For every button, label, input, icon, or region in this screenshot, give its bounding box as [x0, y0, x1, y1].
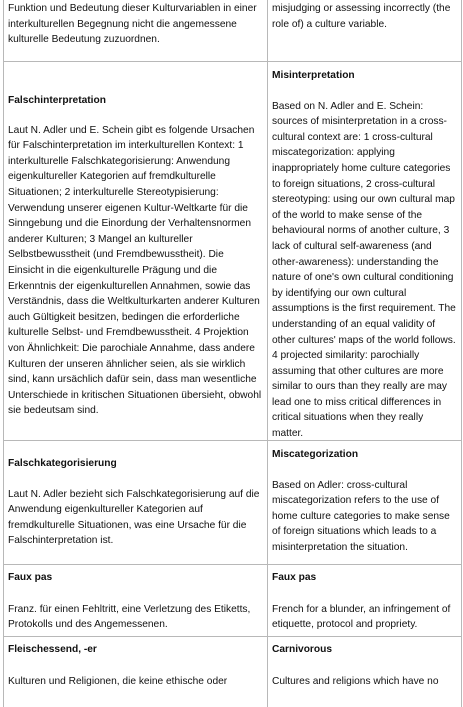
german-term: Fleischessend, -er — [8, 644, 97, 655]
german-cell — [4, 637, 268, 707]
german-term: Falschkategorisierung — [8, 458, 117, 469]
german-definition: Kulturen und Religionen, die keine ethische oder — [8, 675, 228, 687]
english-term: Carnivorous — [272, 644, 333, 655]
english-cell — [268, 637, 461, 707]
english-term: Misinterpretation — [272, 70, 355, 81]
german-definition: Laut N. Adler bezieht sich Falschkategorisierung auf die Anwendung eigenkultureller Kategorien auf fremdkulturelle Situationen, was eine Ursache für die Falschinterpretation ist. — [8, 488, 260, 547]
english-definition: Based on N. Adler and E. Schein: sources of misinterpretation in a cross-cultural context are: 1 cross-cultural miscategorization: applying inappropriately home culture categories to foreign situations, 2 cross-cultural stereotyping: using our own cultural map of the world to make sense of the behavioural norms of another culture, 3 lack of cultural self-awareness (and other-awareness): understanding the nature of one's own cultural conditioning by identifying our own cultural assumptions is the first requirement. The understanding of an equal validity of other cultures' maps of the world follows. 4 projected similarity: parochially assuming that other cultures are more similar to ours than they really are may lead one to miss critical differences in critical situations when they really matter. — [272, 100, 456, 440]
german-definition: Funktion und Bedeutung dieser Kulturvariablen in einer interkulturellen Begegnung nicht die angemessene kulturelle Bedeutung zuzuordnen. — [8, 3, 257, 46]
table-row — [4, 441, 461, 565]
german-cell — [4, 441, 268, 564]
table-row — [4, 0, 461, 62]
glossary-table — [3, 0, 462, 707]
english-term: Faux pas — [272, 572, 317, 583]
german-definition: Laut N. Adler und E. Schein gibt es folgende Ursachen für Falschinterpretation im interkulturellen Kontext: 1 interkulturelle Falschkategorisierung: Anwendung eigenkultureller Kategorien auf fremdkulturelle Situationen; 2 interkulturelle Stereotypisierung: Verwendung unserer eigenen Kultur-Weltkarte für die Sinngebung und die Einordung der Verhaltensnormen anderer Kulturen; 3 Mangel an kultureller Selbstbewusstheit (und Fremdbewusstheit). Die Einsicht in die eigenkulturelle Prägung und die Erkenntnis der eigenkulturellen Annahmen, sowie das Verständnis, dass die Weltkulturkarten anderer Kulturen auch Gültigkeit besitzen, bedingen die erforderliche kulturelle Selbst- und Fremdbewusstheit. 4 Projektion von Ähnlichkeit: Die parochiale Annahme, dass andere Kulturen der unseren ähnlicher seien, als sie wirklich sind, kann ursächlich dafür sein, dass man wesentliche Unterschiede in kritischen Situationen übersieht, obwohl sie bedeutsam sind. — [8, 124, 262, 417]
english-definition: Cultures and religions which have no — [272, 675, 439, 687]
german-definition: Franz. für einen Fehltritt, eine Verletzung des Etiketts, Protokolls und des Angemessenen. — [8, 603, 251, 631]
german-cell — [4, 62, 268, 440]
english-cell — [268, 565, 461, 636]
german-cell — [4, 565, 268, 636]
english-term: Miscategorization — [272, 449, 359, 460]
english-definition: misjudging or assessing incorrectly (the role of) a culture variable. — [272, 3, 451, 30]
english-cell — [268, 62, 461, 440]
table-row — [4, 565, 461, 637]
table-row — [4, 62, 461, 441]
english-cell — [268, 0, 461, 61]
english-definition: Based on Adler: cross-cultural miscategorization refers to the use of home culture categories to make sense of foreign situations which leads to a misinterpretation the situation. — [272, 479, 450, 553]
table-row — [4, 637, 461, 707]
german-cell — [4, 0, 268, 61]
german-term: Falschinterpretation — [8, 95, 106, 106]
german-term: Faux pas — [8, 572, 53, 583]
english-cell — [268, 441, 461, 564]
english-definition: French for a blunder, an infringement of etiquette, protocol and propriety. — [272, 603, 451, 631]
